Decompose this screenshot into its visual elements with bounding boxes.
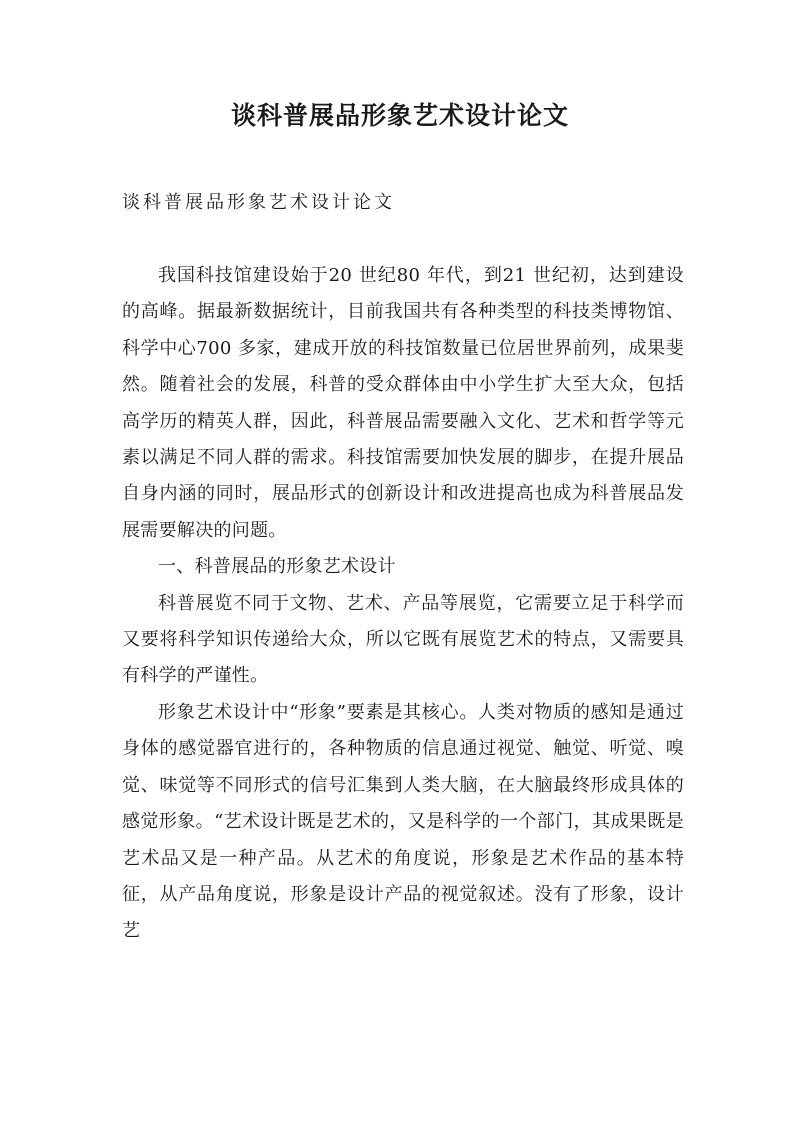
paragraph-intro: 我国科技馆建设始于20 世纪80 年代，到21 世纪初，达到建设的高峰。据最新数据统计，目前我国共有各种类型的科技类博物馆、科学中心700 多家，建成开放的科技馆数量已位居世界前列，成果斐然。随着社会的发展，科普的受众群体由中小学生扩大至大众，包括高学历的精英人群，因此，科普展品需要融入文化、艺术和哲学等元素以满足不同人群的需求。科技馆需要加快发展的脚步，在提升展品自身内涵的同时，展品形式的创新设计和改进提高也成为科普展品发展需要解决的问题。 [122,265,684,541]
paragraph-exhibition: 科普展览不同于文物、艺术、产品等展览，它需要立足于科学而又要将科学知识传递给大众，所以它既有展览艺术的特点，又需要具有科学的严谨性。 [122,592,684,687]
paragraph-image-design: 形象艺术设计中“形象”要素是其核心。人类对物质的感知是通过身体的感觉器官进行的，各种物质的信息通过视觉、触觉、听觉、嗅觉、味觉等不同形式的信号汇集到人类大脑，在大脑最终形成具体的感觉形象。“艺术设计既是艺术的，又是科学的一个部门，其成果既是艺术品又是一种产品。从艺术的角度说，形象是艺术作品的基本特征，从产品角度说，形象是设计产品的视觉叙述。没有了形象，设计艺 [122,701,684,942]
document-subtitle: 谈科普展品形象艺术设计论文 [122,192,395,213]
section-heading: 一、科普展品的形象艺术设计 [158,556,396,578]
document-body [122,258,684,950]
document-title: 谈科普展品形象艺术设计论文 [230,101,569,130]
